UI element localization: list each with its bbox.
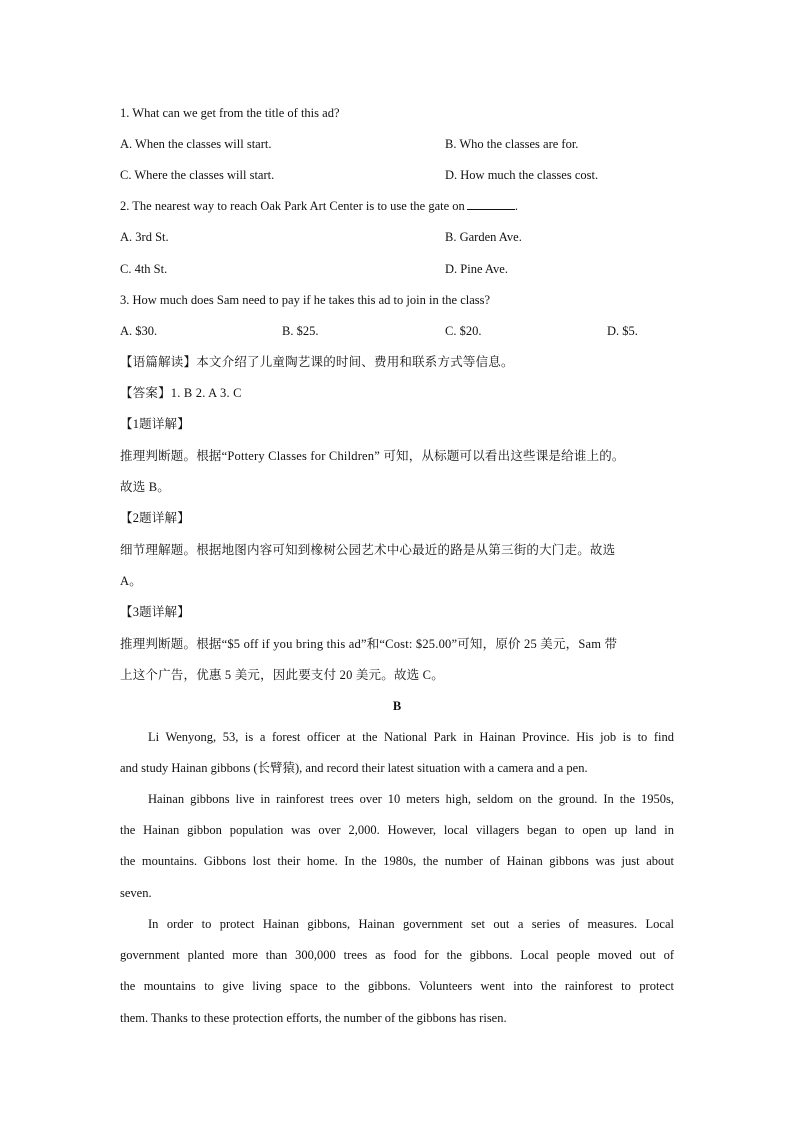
question-2-stem-end: . <box>514 199 518 213</box>
question-2-option-b: B. Garden Ave. <box>445 230 522 244</box>
q2-detail-line-1: 细节理解题。根据地图内容可知到橡树公园艺术中心最近的路是从第三街的大门走。故选 <box>120 543 616 557</box>
q1-detail-line-1: 推理判断题。根据“Pottery Classes for Children” 可知，从标题可以看出这些课是给谁上的。 <box>120 449 625 463</box>
paragraph-2-line-4: seven. <box>120 886 152 900</box>
q3-detail-line-2: 上这个广告，优惠 5 美元，因此要支付 20 美元。故选 C。 <box>120 668 444 682</box>
q3-detail-heading: 【3题详解】 <box>120 605 190 619</box>
q3-detail-line-1: 推理判断题。根据“$5 off if you bring this ad”和“Cost: $25.00”可知，原价 25 美元，Sam 带 <box>120 637 618 651</box>
question-1-option-d: D. How much the classes cost. <box>445 168 599 182</box>
answer-key: 【答案】1. B 2. A 3. C <box>120 386 242 400</box>
question-1-stem: 1. What can we get from the title of this ad? <box>120 106 340 120</box>
paragraph-2-line-2: the Hainan gibbon population was over 2,000. However, local villagers began to open up land in <box>120 823 674 837</box>
paragraph-1-line-2: and study Hainan gibbons (长臂猿), and record their latest situation with a camera and a pen. <box>120 761 588 775</box>
passage-analysis: 【语篇解读】本文介绍了儿童陶艺课的时间、费用和联系方式等信息。 <box>120 355 514 369</box>
question-2-option-c: C. 4th St. <box>120 262 168 276</box>
q2-detail-line-2: A。 <box>120 574 142 588</box>
q2-detail-heading: 【2题详解】 <box>120 511 190 525</box>
question-2-option-d: D. Pine Ave. <box>445 262 508 276</box>
paragraph-2-line-3: the mountains. Gibbons lost their home. In the 1980s, the number of Hainan gibbons was just about <box>120 854 674 868</box>
question-3-option-b: B. $25. <box>282 324 319 338</box>
question-3-option-d: D. $5. <box>607 324 638 338</box>
question-1-option-c: C. Where the classes will start. <box>120 168 275 182</box>
question-2-option-a: A. 3rd St. <box>120 230 169 244</box>
paragraph-2-line-1: Hainan gibbons live in rainforest trees over 10 meters high, seldom on the ground. In the 1950s, <box>148 792 674 806</box>
section-label: B <box>392 699 402 713</box>
question-3-option-a: A. $30. <box>120 324 158 338</box>
question-1-option-a: A. When the classes will start. <box>120 137 272 151</box>
question-2-stem-row <box>120 198 518 214</box>
q1-detail-heading: 【1题详解】 <box>120 417 190 431</box>
answer-blank <box>467 198 515 210</box>
paragraph-3-line-4: them. Thanks to these protection efforts, the number of the gibbons has risen. <box>120 1011 507 1025</box>
q1-detail-line-2: 故选 B。 <box>120 480 170 494</box>
paragraph-3-line-1: In order to protect Hainan gibbons, Hainan government set out a series of measures. Local <box>148 917 674 931</box>
question-3-stem: 3. How much does Sam need to pay if he takes this ad to join in the class? <box>120 293 491 307</box>
paragraph-1-line-1: Li Wenyong, 53, is a forest officer at the National Park in Hainan Province. His job is to find <box>148 730 674 744</box>
question-2-stem: 2. The nearest way to reach Oak Park Art Center is to use the gate on <box>120 199 465 213</box>
paragraph-3-line-2: government planted more than 300,000 trees as food for the gibbons. Local people moved out of <box>120 948 674 962</box>
question-3-option-c: C. $20. <box>445 324 482 338</box>
paragraph-3-line-3: the mountains to give living space to the gibbons. Volunteers went into the rainforest to protect <box>120 979 674 993</box>
question-1-option-b: B. Who the classes are for. <box>445 137 579 151</box>
